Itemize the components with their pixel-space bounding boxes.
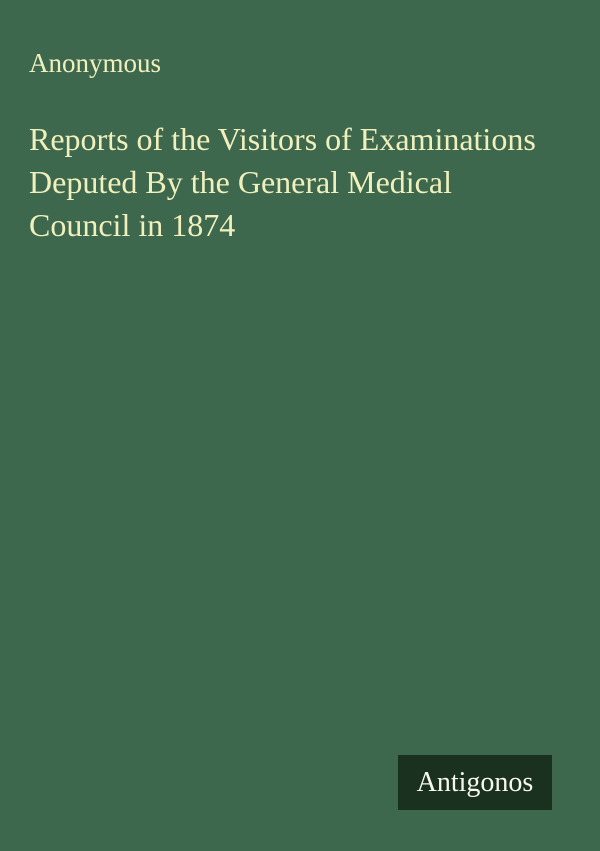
- title-line-3: Council in 1874: [29, 207, 236, 243]
- publisher-name: Antigonos: [416, 766, 534, 798]
- book-title: [29, 118, 536, 247]
- author-name: Anonymous: [29, 48, 162, 78]
- title-line-1: Reports of the Visitors of Examinations: [29, 121, 536, 157]
- publisher-badge: [398, 755, 552, 810]
- title-line-2: Deputed By the General Medical: [29, 164, 452, 200]
